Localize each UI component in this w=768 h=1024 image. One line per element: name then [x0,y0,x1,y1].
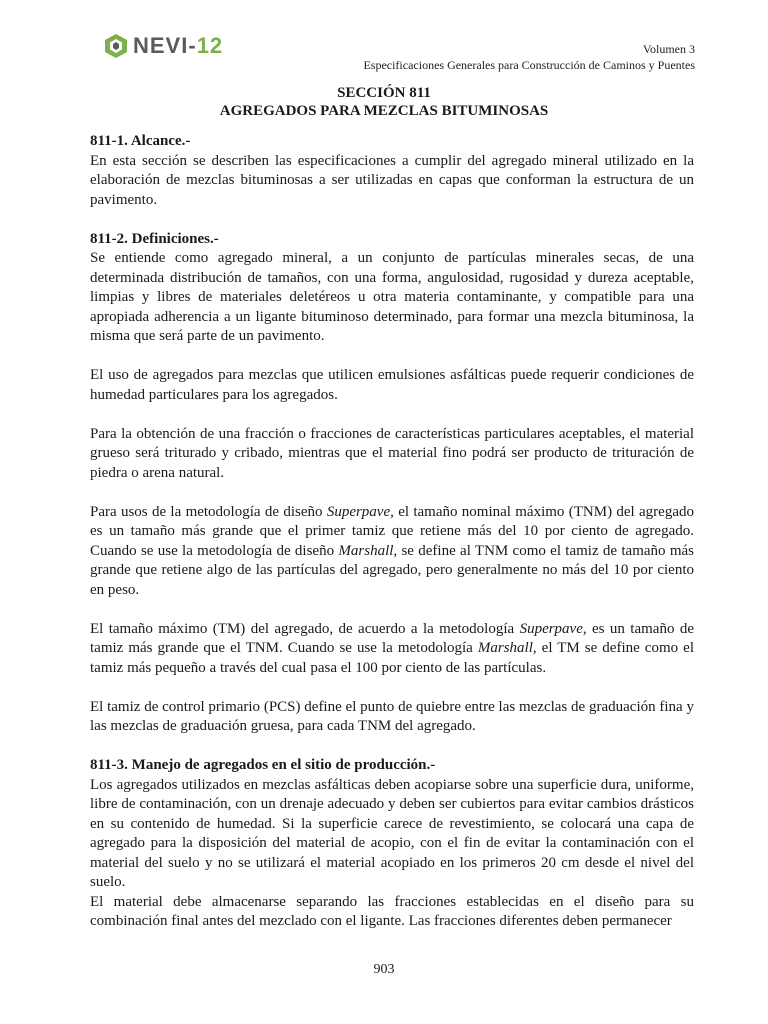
text-segment: Para usos de la metodología de diseño [90,503,327,520]
nevi-logo [103,33,223,59]
text-segment: , es un tamaño de tamiz más grande que el TNM. Cuando se use la metodología [90,620,694,656]
spacer [90,678,694,698]
text-segment: , el tamaño nominal máximo (TNM) del agregado es un tamaño más grande que el primer tamiz que retiene más del 10 por ciento de agregado. Cuando se use la metodología de diseño [90,503,694,559]
spacer [90,347,694,367]
spacer [90,600,694,620]
paragraph-tnm [90,503,694,601]
text-segment: , el TM se define como el tamiz más pequeño a través del cual pasa el 100 por ciento de las partículas. [90,640,694,676]
text-segment: El tamaño máximo (TM) del agregado, de acuerdo a la metodología [90,620,520,637]
logo-text-suffix: 12 [196,33,224,58]
term-marshall: Marshall [338,542,394,559]
volume-label: Volumen 3 [642,42,695,56]
term-superpave: Superpave [326,503,391,520]
spacer [90,210,694,230]
heading-811-1: 811-1. Alcance.- [90,133,191,149]
heading-811-2: 811-2. Definiciones.- [90,230,219,247]
logo-text-prefix: NEVI- [133,33,197,58]
document-body [90,132,694,932]
paragraph-acopio: Los agregados utilizados en mezclas asfálticas deben acopiarse sobre una superficie dura, uniforme, libre de contaminación, con un drenaje adecuado y deben ser cubiertos para evitar cambios drásticos en su contenido de humedad. Si la superficie carece de revestimiento, se colocará una capa de agregado para la disposición del material de acopio, con el fin de evitar la contaminación con el material del suelo y no se utilizará el material acopiado en los primeros 20 cm desde el nivel del suelo. [90,776,694,890]
spacer [90,737,694,757]
document-header [363,41,695,73]
paragraph-almacenamiento: El material debe almacenarse separando las fracciones establecidas en el diseño para su combinación final antes del mezclado con el ligante. Las fracciones diferentes deben permanecer [90,893,694,929]
term-marshall: Marshall [477,640,533,656]
paragraph-definicion-agregado: Se entiende como agregado mineral, a un conjunto de partículas minerales secas, de una determinada distribución de tamaños, con una forma, angulosidad, rugosidad y dureza aceptable, limpias y libres de materiales deletéreos u otra materia contaminante, y compatible para una apropiada adherencia a un ligante bituminoso determinado, para formar una mezcla bituminosa, la misma que será parte de un pavimento. [90,250,694,344]
paragraph-fracciones: Para la obtención de una fracción o fracciones de características particulares aceptables, el material grueso será triturado y cribado, mientras que el material fino podrá ser producto de trituración de piedra o arena natural. [90,425,694,481]
heading-811-3: 811-3. Manejo de agregados en el sitio de producción.- [90,757,436,773]
spacer [90,405,694,425]
spacer [90,483,694,503]
logo-wordmark [133,33,223,59]
section-title: AGREGADOS PARA MEZCLAS BITUMINOSAS [219,103,549,119]
paragraph-emulsiones: El uso de agregados para mezclas que utilicen emulsiones asfálticas puede requerir condiciones de humedad particulares para los agregados. [90,367,694,403]
page-number: 903 [373,962,395,977]
paragraph-alcance: En esta sección se describen las especificaciones a cumplir del agregado mineral utilizado en la elaboración de mezclas bituminosas a ser utilizadas en capas que conforman la estructura de un pavimento. [90,152,694,208]
nevi-logo-icon [103,33,129,59]
paragraph-pcs: El tamiz de control primario (PCS) define el punto de quiebre entre las mezclas de graduación fina y las mezclas de graduación gruesa, para cada TNM del agregado. [90,698,694,734]
document-subtitle: Especificaciones Generales para Construcción de Caminos y Puentes [363,58,695,72]
text-segment: , se define al TNM como el tamiz de tamaño más grande que retiene algo de las partículas del agregado, pero generalmente no más del 10 por ciento en peso. [90,542,694,598]
paragraph-tm [90,620,694,679]
section-title-block [0,84,768,120]
section-number: SECCIÓN 811 [337,85,431,101]
term-superpave: Superpave [519,620,583,637]
